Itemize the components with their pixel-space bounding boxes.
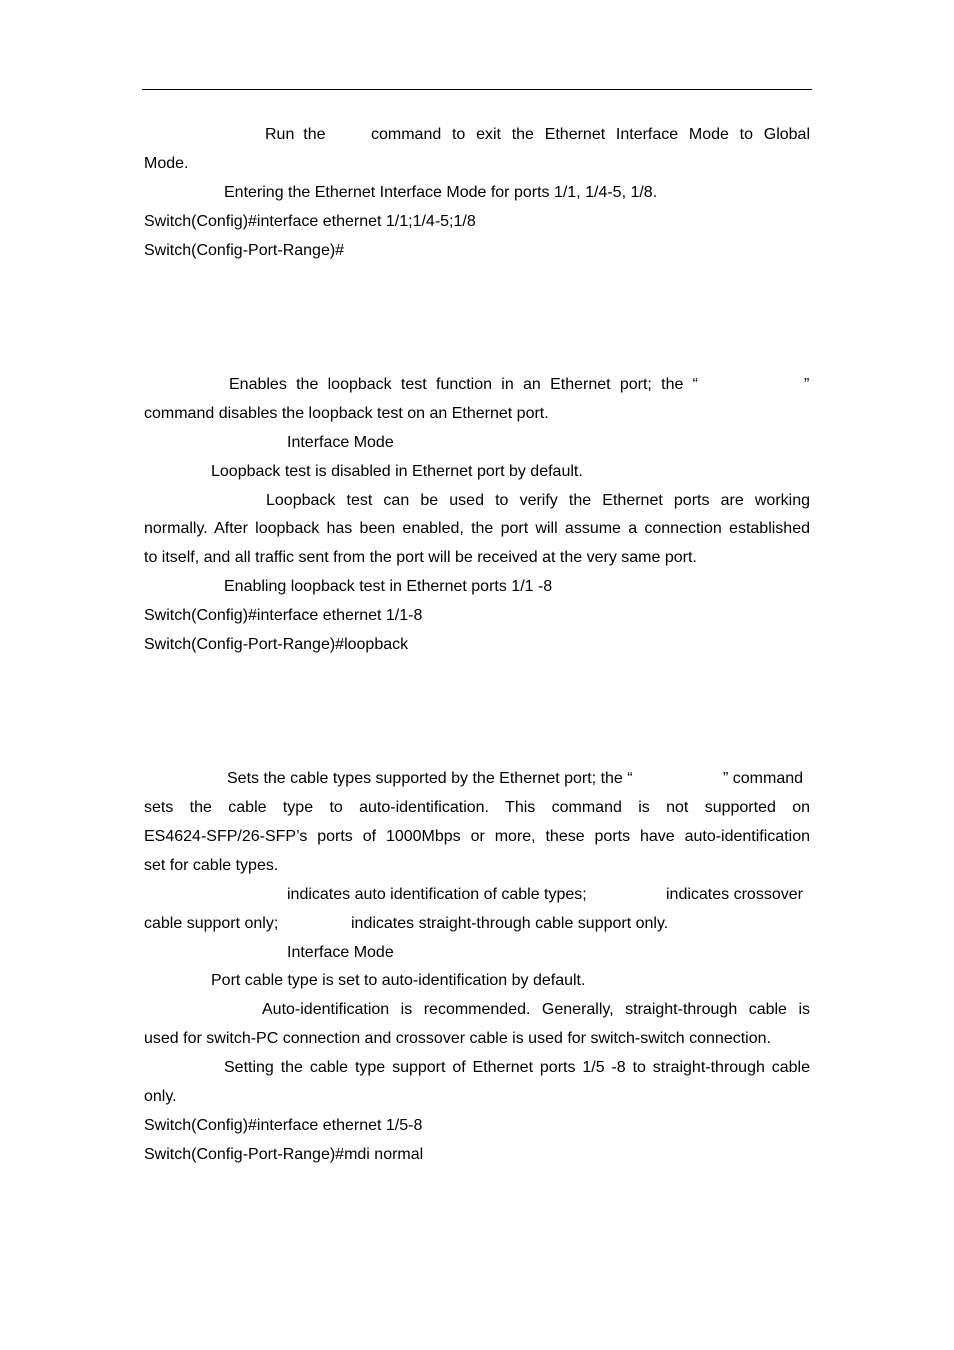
mdi-command-2: Switch(Config-Port-Range)#mdi normal [144, 1146, 424, 1163]
mdi-param-across: indicates crossover [666, 886, 803, 903]
loopback-function-quote-end: ” [804, 376, 810, 393]
mdi-function-line2: sets the cable type to auto-identification. This command is not supported on [144, 799, 810, 816]
exit-command-2: Switch(Config-Port-Range)# [144, 242, 345, 259]
exit-example-desc: Entering the Ethernet Interface Mode for ports 1/1, 1/4-5, 1/8. [224, 184, 658, 201]
mdi-function-line4: set for cable types. [144, 857, 279, 874]
mdi-function-line1-a: Sets the cable types supported by the Ethernet port; the “ [227, 770, 633, 787]
loopback-default: Loopback test is disabled in Ethernet port by default. [211, 463, 583, 480]
header-rule [142, 89, 812, 90]
loopback-function-line1: Enables the loopback test function in an Ethernet port; the “ [229, 376, 698, 393]
loopback-command-2: Switch(Config-Port-Range)#loopback [144, 636, 409, 653]
mdi-function-line1-b: ” command [723, 770, 804, 787]
mdi-default: Port cable type is set to auto-identification by default. [211, 972, 586, 989]
mdi-function-line3: ES4624-SFP/26-SFP’s ports of 1000Mbps or more, these ports have auto-identification [144, 828, 810, 845]
mdi-usage-line2: used for switch-PC connection and crossover cable is used for switch-switch connection. [144, 1030, 771, 1047]
loopback-usage-line3: to itself, and all traffic sent from the port will be received at the very same port. [144, 549, 697, 566]
mdi-example-line1: Setting the cable type support of Ethernet ports 1/5 -8 to straight-through cable [224, 1059, 810, 1076]
loopback-usage-line1: Loopback test can be used to verify the Ethernet ports are working [266, 492, 810, 509]
mdi-example-line2: only. [144, 1088, 177, 1105]
exit-usage-rest: command to exit the Ethernet Interface Mode to Global [371, 126, 810, 143]
loopback-command-mode: Interface Mode [287, 434, 394, 451]
mdi-param-normal: indicates straight-through cable support only. [351, 915, 669, 932]
loopback-example-desc: Enabling loopback test in Ethernet ports 1/1 -8 [224, 578, 553, 595]
mdi-command-1: Switch(Config)#interface ethernet 1/5-8 [144, 1117, 423, 1134]
loopback-function-line2: command disables the loopback test on an Ethernet port. [144, 405, 549, 422]
mdi-param-auto: indicates auto identification of cable types; [287, 886, 587, 903]
exit-usage-lead: Run the [265, 126, 326, 143]
mdi-param-crossover-cont: cable support only; [144, 915, 279, 932]
exit-usage-line2: Mode. [144, 155, 189, 172]
loopback-usage-line2: normally. After loopback has been enabled, the port will assume a connection established [144, 520, 810, 537]
mdi-usage-line1: Auto-identification is recommended. Generally, straight-through cable is [262, 1001, 810, 1018]
mdi-command-mode: Interface Mode [287, 944, 394, 961]
loopback-command-1: Switch(Config)#interface ethernet 1/1-8 [144, 607, 423, 624]
exit-command-1: Switch(Config)#interface ethernet 1/1;1/4-5;1/8 [144, 213, 476, 230]
